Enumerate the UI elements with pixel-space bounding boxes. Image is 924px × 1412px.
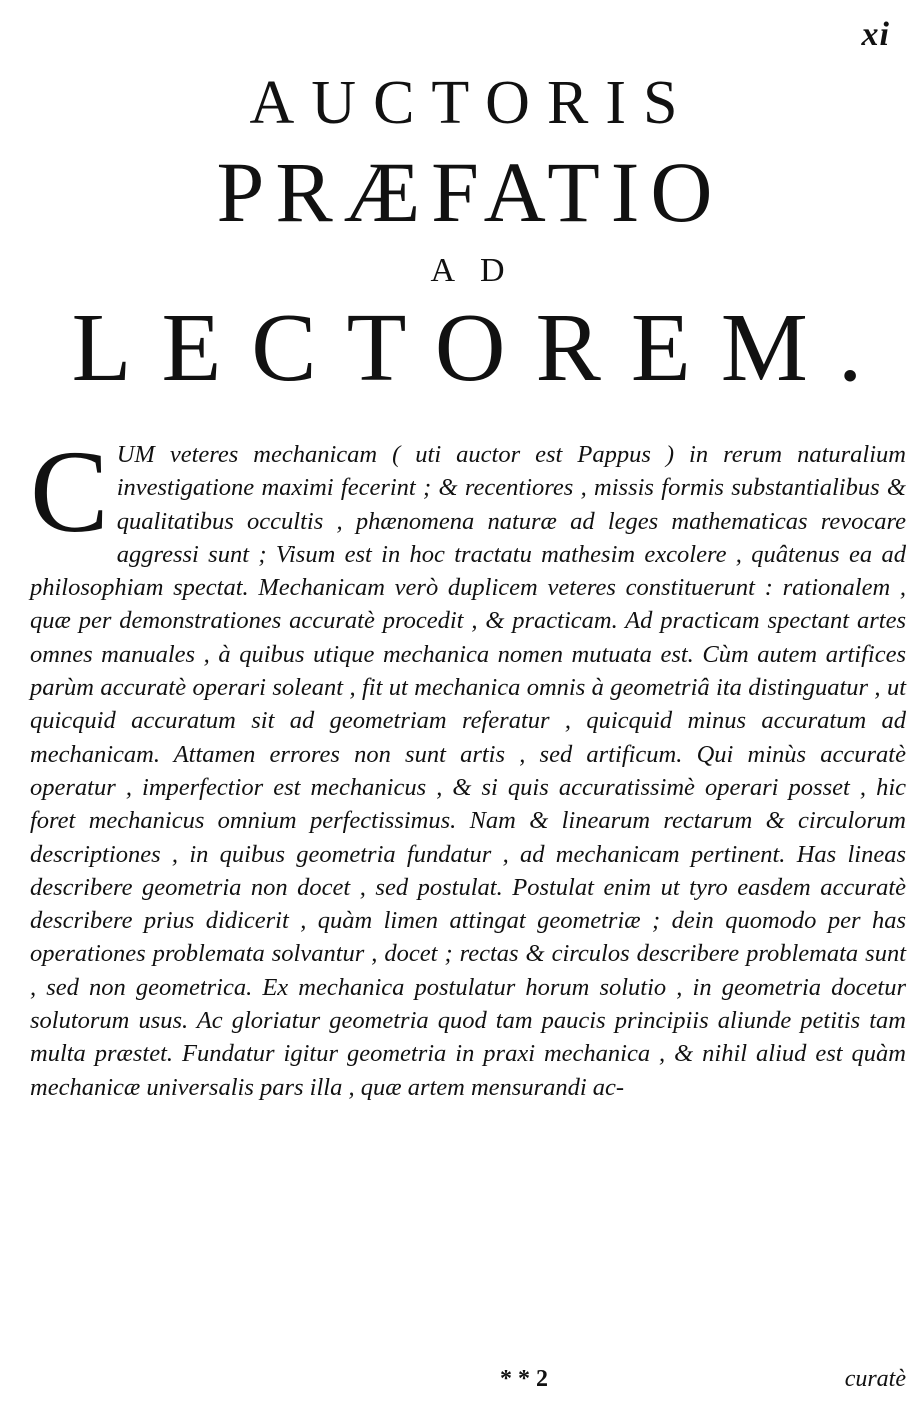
title-line-auctoris: AUCTORIS [249, 69, 695, 137]
drop-cap-letter: C [30, 426, 109, 557]
preface-paragraph: UM veteres mechanicam ( uti auctor est Pappus ) in rerum naturalium investigatione maximi fecerint ; & recentiores , missis formis substantialibus & qualitatibus occultis , phænomena naturæ ad leges mathematicas revocare aggressi sunt ; Visum est in hoc tractatu mathesim excolere , quâtenus ea ad philosophiam spectat. Mechanicam verò duplicem veteres constituerunt : rationalem , quæ per demonstrationes accuratè procedit , & practicam. Ad practicam spectant artes omnes manuales , à quibus utique mechanica nomen mutuata est. Cùm autem artifices parùm accuratè operari soleant , fit ut mechanica omnis à geometriâ ita distinguatur , ut quicquid accuratum sit ad geometriam referatur , quicquid minus accuratum ad mechanicam. Attamen errores non sunt artis , sed artificum. Qui minùs accuratè operatur , imperfectior est mechanicus , & si quis accuratissimè operari posset , hic foret mechanicus omnium perfectissimus. Nam & linearum rectarum & circulorum descriptiones , in quibus geometria fundatur , ad mechanicam pertinent. Has lineas describere geometria non docet , sed postulat. Postulat enim ut tyro easdem accuratè describere prius didicerit , quàm limen attingat geometriæ ; dein quomodo per has operationes problemata solvantur , docet ; rectas & circulos describere problemata sunt , sed non geometrica. Ex mechanica postulatur horum solutio , in geometria docetur solutorum usus. Ac gloriatur geometria quod tam paucis principiis aliunde petitis tam multa præstet. Fundatur igitur geometria in praxi mechanica , & nihil aliud est quàm mechanicæ universalis pars illa , quæ artem mensurandi ac- [30, 441, 906, 1101]
signature-mark: * * 2 [500, 1366, 548, 1392]
page-footer [30, 1366, 906, 1402]
preface-body-text [30, 426, 906, 1104]
catchword: curatè [844, 1366, 906, 1392]
title-line-ad: AD [430, 252, 530, 289]
title-line-lectorem: LECTOREM. [71, 294, 893, 402]
page-number: xi [861, 16, 890, 53]
title-line-praefatio: PRÆFATIO [216, 144, 724, 240]
